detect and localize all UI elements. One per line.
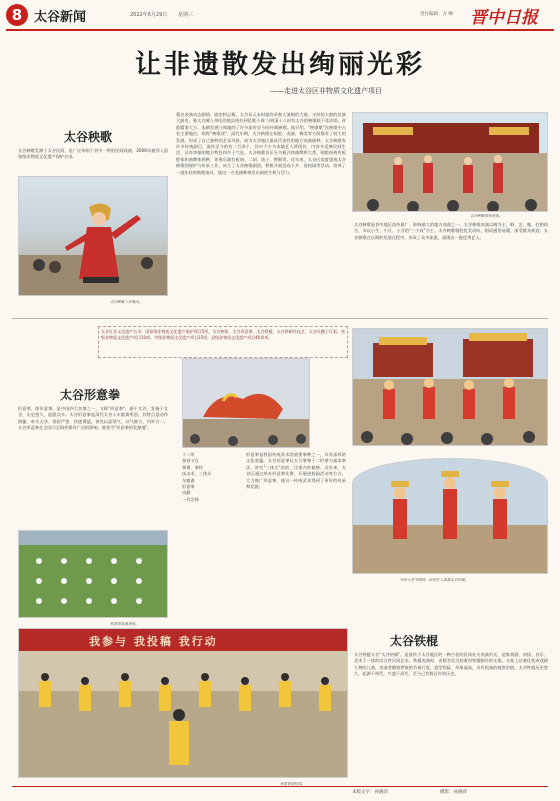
xingyi-school-photo [18, 628, 348, 778]
footer-rule [12, 786, 548, 787]
heritage-list-box: 太谷区非文化遗产名录：国家级非物质文化遗产保护项目5项，太谷秧歌、太谷形意拳、太谷铁棍、太谷饼制作技艺、太谷长穗子灯彩，省级非物质文化遗产项目10项。市级非物质文化遗产项目15项，县级非物质文化遗产项目40余项。 [98, 326, 348, 358]
section-name: 太谷新闻 [34, 10, 87, 25]
page-number-badge: 8 [6, 4, 28, 26]
headline-subtitle: ——走进太谷区非物质文化遗产项目 [270, 87, 382, 95]
newspaper-logo: 晋中日报 [470, 8, 538, 28]
tiegun-title: 太谷铁棍 [390, 634, 439, 648]
headline [0, 40, 560, 100]
photographer-credit: 摄影：孙晓萍 [440, 790, 467, 795]
yangge-stage-illustration [353, 113, 548, 212]
yangge-caption: 太谷秧歌下乡演出。 [110, 300, 143, 304]
parade-illustration [353, 329, 548, 446]
tiegun-caption-2: 每年元宵节期间，民间艺人表演太谷铁棍。 [400, 578, 469, 582]
editor-credit: 责任编辑：方 啊 [420, 12, 453, 17]
xingyi-caption: 形意拳表演现场。 [110, 622, 139, 626]
yangge-title: 太谷秧歌 [64, 130, 113, 144]
section-divider-1 [12, 318, 548, 319]
yangge-lead: 太谷秧歌发源于太谷民间，是广泛传唱于晋中一带的民间戏曲，2006年被列入国家级非物质文化遗产保护名录。 [18, 148, 168, 160]
lion-dance-illustration [183, 359, 310, 448]
xingyi-mass-performance-photo [18, 530, 168, 618]
school-students-illustration [19, 651, 348, 778]
xingyi-column-3: 形意拳是我国传统武术的重要拳种之一，具有深厚的文化底蕴。太谷形意拳以五行拳和十二形拳为基本拳法，讲究"三体式"站桩，注重内外兼修。近年来，太谷区通过举办形意拳比赛、开展进校园活动等方式，大力推广形意拳，使这一传统武术得到了更好的传承和发展。 [246, 452, 346, 490]
yangge-performer-photo [18, 176, 168, 296]
tiegun-body: 太谷铁棍又名"太谷抬阁"，是流传于太谷地区的一种古老的民间社火表演形式，是集戏剧、杂技、音乐、美术于一体的综合性民间艺术。铁棍表演时，由数名壮汉抬着用铁棍制作的支架，支架上站着化装成戏剧人物的儿童，表演者随着锣鼓的节奏行进，造型惊险，形象逼真，具有很高的观赏价值。太谷铁棍历史悠久，起源于明代，兴盛于清代，至今已有数百年的历史。 [354, 652, 548, 677]
yangge-stage-photo [352, 112, 548, 212]
xingyi-column-2: 十二形 拳谚又在 拳谱、拳经 技击术，三体式 车毅斋 形意拳 动静 一代宗师 [182, 452, 212, 502]
xingyi-title: 太谷形意拳 [60, 388, 121, 402]
tiegun-parade-photo [352, 328, 548, 446]
yangge-caption-2: 太谷秧歌排练现场。 [470, 214, 503, 218]
yangge-performer-illustration [19, 177, 168, 296]
yangge-column-2: 曹皮表演动态剧情。剧史料记载，太谷从元末时就有单独人演唱的大鼓，又叫抬大鼓的民族大鼓也，被太谷城人带往的地县南拉到民歌小调 与明清十八时有太谷的秧歌联不非法唱，音韵精准大方。朱朝发展与和地的了许多流传至今的经典秧歌。据介绍，"秧歌歌"在秧歌中占有主要地位，故称"秧歌戏"。清代中期，太谷秧歌在唱腔、表演、舞美等方面都有了较大的发展，形成了自己独特的艺术风格，成为太谷地区最具代表性的地方戏曲剧种。太谷秧歌有许多传统剧目，流传至今的有二百余个，其中不少为本地艺人所创作，内容多反映民间生活，具有浓郁的地方特色和乡土气息。太谷秧歌音乐分为板式和曲牌两大类，唱腔结构有板腔体和曲牌体两种，伴奏乐器有板胡、二胡、笛子、锣鼓等。近年来，太谷区高度重视太谷秧歌的保护与传承工作，成立了太谷秧歌剧团，积极开展送戏下乡、进校园等活动，培养了一批年轻的秧歌演员，使这一古老剧种焕发出新的生机与活力。 [176, 112, 346, 175]
issue-date: 2022年6月29日 [130, 12, 168, 18]
xingyi-lion-photo [182, 358, 310, 448]
xingyi-caption-bottom: 形意拳进校园。 [280, 782, 306, 786]
school-banner [19, 629, 348, 651]
yangge-column-3: 太谷秧歌是晋中地区流传最广、影响最大的地方戏曲之一。太谷秧歌表演以唱为主，唱、念、做、打相结合，多以小生、小旦、小丑的"三小戏"为主。太谷秧歌唱腔优美动听，唱词通俗易懂，深受群众欢迎。太谷秧歌在长期的发展过程中，形成了众多流派，涌现出一批优秀艺人。 [354, 222, 548, 240]
tiegun-performers-illustration [353, 459, 548, 574]
tiegun-performers-photo [352, 458, 548, 574]
mass-performance-illustration [19, 531, 168, 618]
banner-text: 我参与 我投稿 我行动 [89, 635, 218, 648]
xingyi-body: 形意拳，即形意拳，是中国四大名拳之一，又称"形意拳"，源于太谷，发扬于太谷，历史悠久，流派众多。太谷形意拳是清代太谷人车毅斋所创，其特点是动作简捷、朴实无华、攻防严密、快速勇猛，讲究以意领气，以气催力，内外合一。太谷形意拳在全国乃至海外都有广泛的影响，被誉为"形意拳的发源地"。 [18, 406, 168, 431]
issue-weekday: 星期三 [178, 12, 194, 18]
header-rule [6, 29, 554, 31]
masthead [0, 0, 560, 32]
headline-title: 让非遗散发出绚丽光彩 [134, 50, 425, 80]
reporter-credit: 本版文字：孙晓萍 [352, 790, 388, 795]
